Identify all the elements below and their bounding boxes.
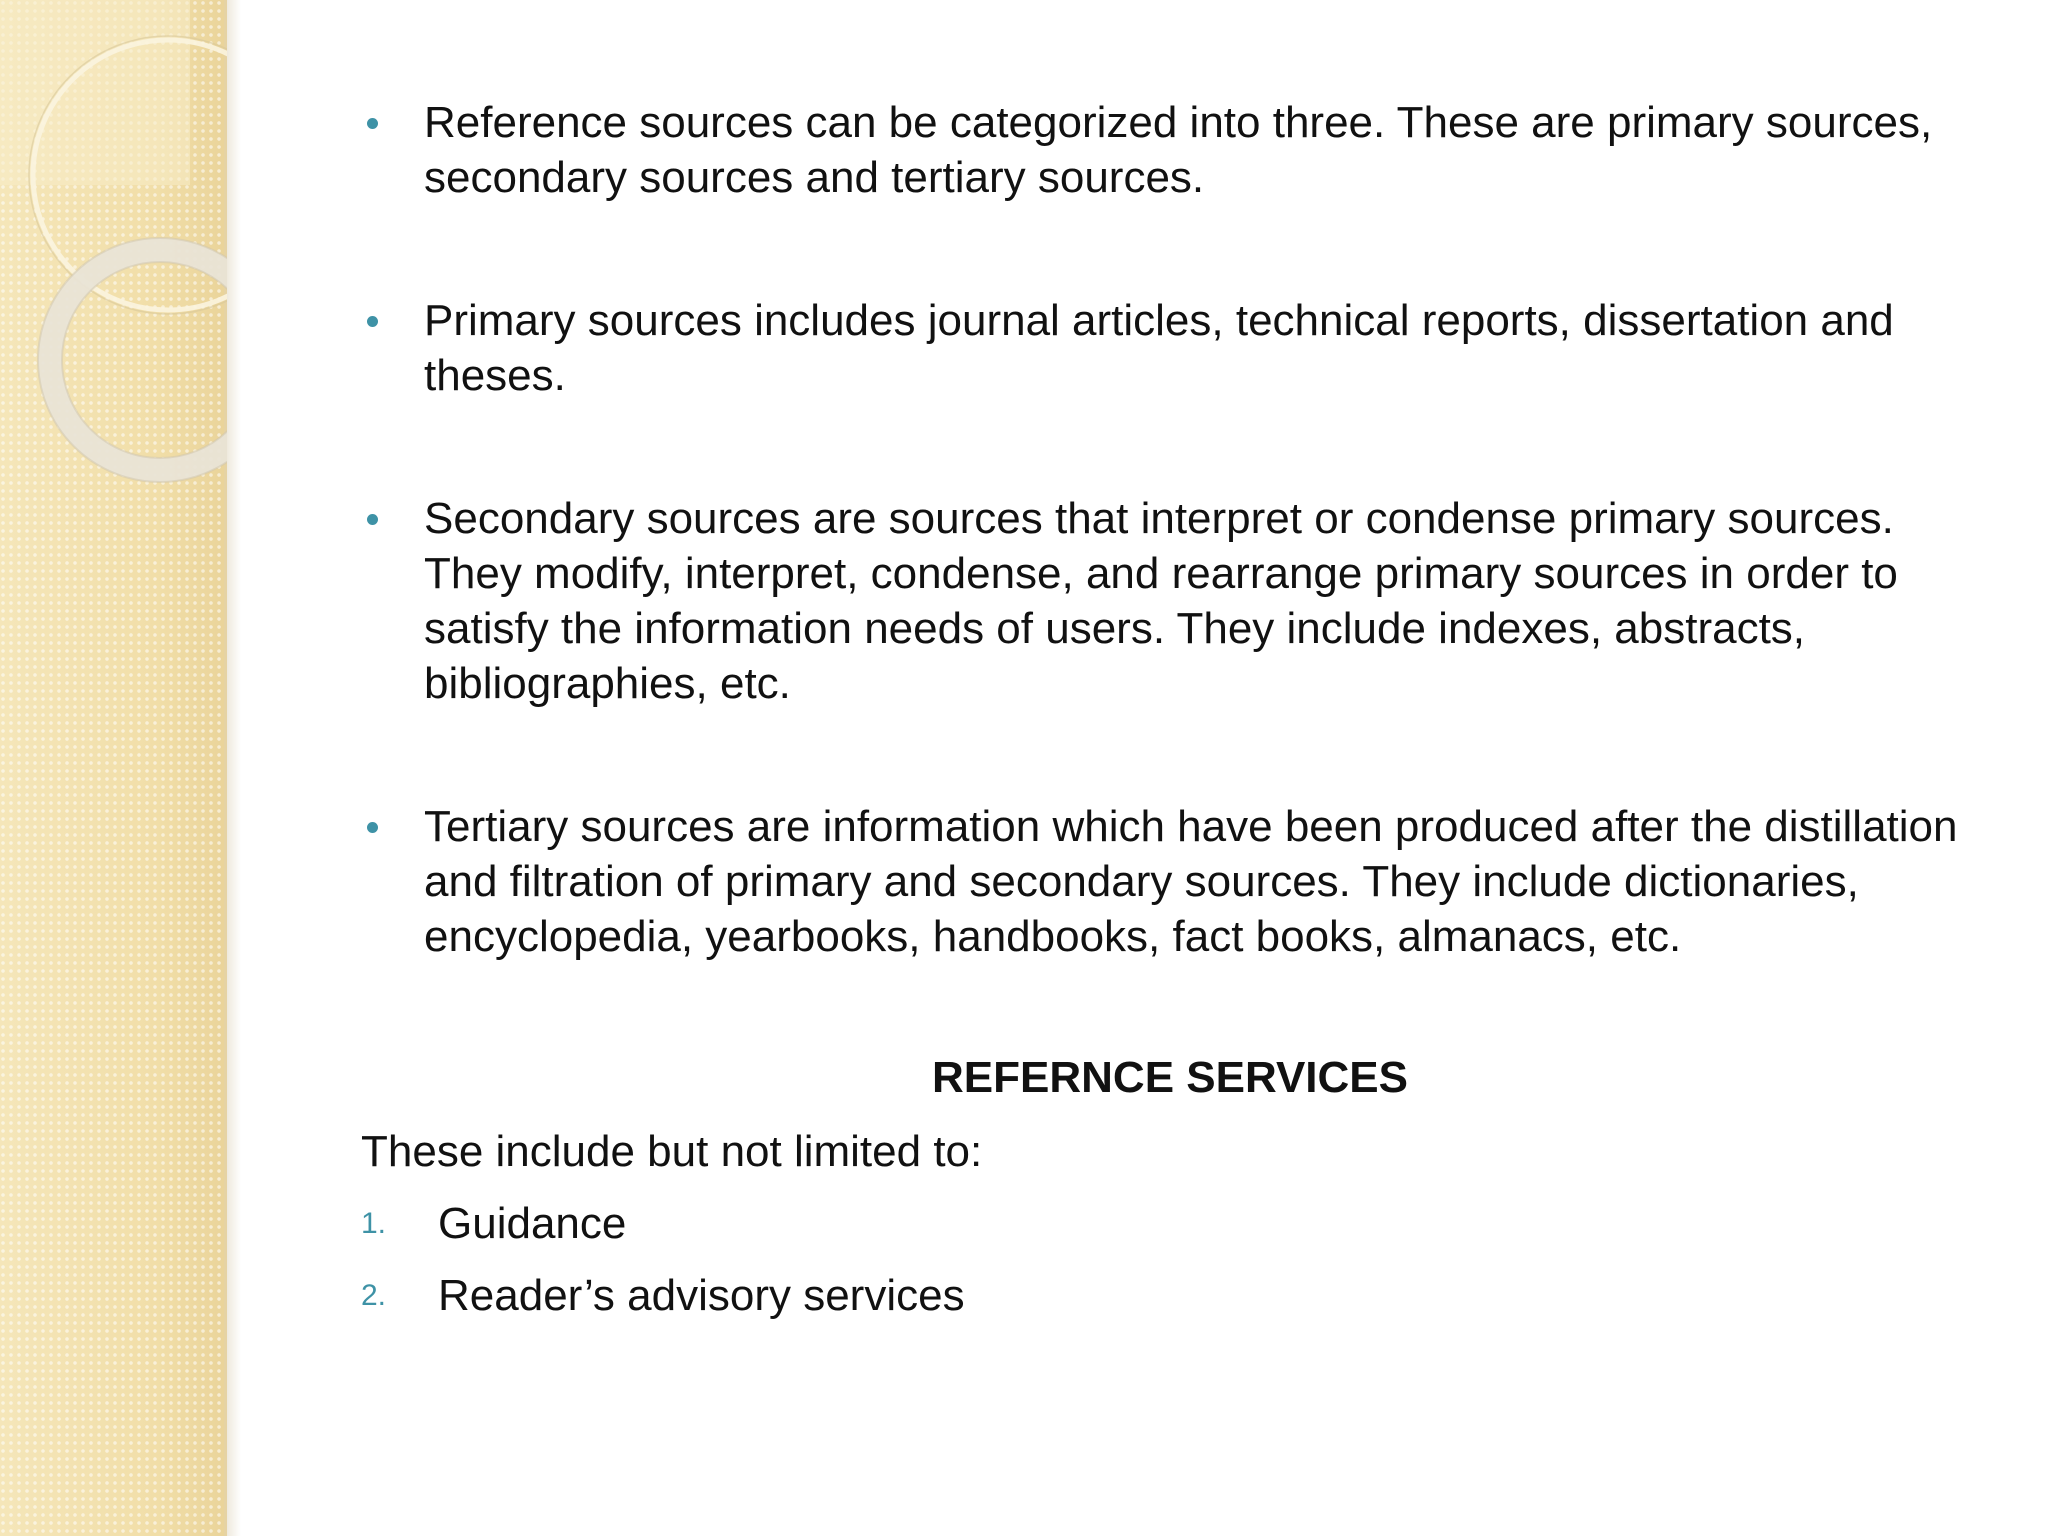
- bullet-dot-icon: [367, 316, 378, 327]
- bullet-dot-icon: [367, 514, 378, 525]
- bullet-text: Reference sources can be categorized into three. These are primary sources, secondary sources and tertiary sources.: [424, 98, 1933, 202]
- list-item-text: Guidance: [438, 1199, 627, 1248]
- list-item-text: Reader’s advisory services: [438, 1271, 965, 1320]
- list-number: 2.: [361, 1279, 387, 1312]
- decorative-side-strip: [0, 0, 227, 1536]
- bullet-item-tertiary-sources: [355, 799, 1995, 964]
- bullet-dot-icon: [367, 118, 378, 129]
- bullet-list: [355, 95, 1995, 1052]
- bullet-text: Primary sources includes journal articles, technical reports, dissertation and theses.: [424, 296, 1894, 400]
- bullet-item-secondary-sources: [355, 491, 1995, 711]
- numbered-list: [361, 1196, 1561, 1340]
- bullet-text: Secondary sources are sources that interpret or condense primary sources. They modify, interpret, condense, and rearrange primary sources in order to satisfy the information needs of users. They include indexes, abstracts, bibliographies, etc.: [424, 494, 1898, 708]
- bullet-dot-icon: [367, 822, 378, 833]
- list-item-readers-advisory: [361, 1268, 1561, 1340]
- side-strip-shadow: [227, 0, 241, 1536]
- list-number: 1.: [361, 1207, 387, 1240]
- list-item-guidance: [361, 1196, 1561, 1268]
- section-heading: REFERNCE SERVICES: [932, 1053, 1408, 1102]
- bullet-item-categories: [355, 95, 1995, 205]
- decorative-circles-graphic: [0, 0, 227, 1536]
- bullet-text: Tertiary sources are information which have been produced after the distillation and filtration of primary and secondary sources. They include dictionaries, encyclopedia, yearbooks, handbooks, fact books, almanacs, etc.: [424, 802, 1958, 961]
- bullet-item-primary-sources: [355, 293, 1995, 403]
- section-intro: These include but not limited to:: [361, 1127, 983, 1176]
